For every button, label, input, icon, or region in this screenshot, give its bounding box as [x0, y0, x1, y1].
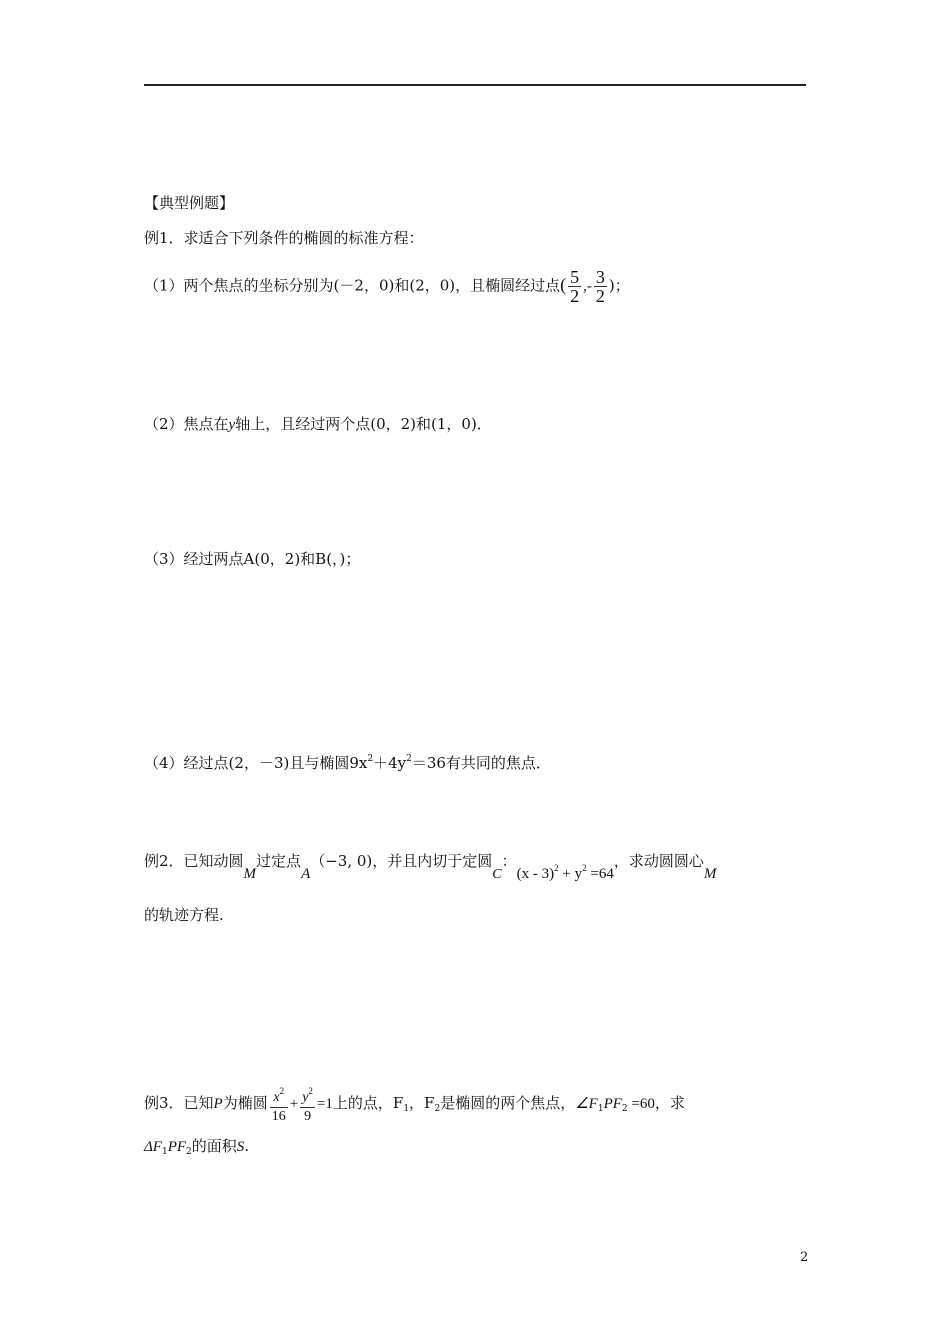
- part-4-mid: ＋4y: [373, 754, 407, 772]
- example-2-line-1: [144, 846, 717, 882]
- fraction-x2-16: [270, 1082, 288, 1126]
- subscript: 1: [597, 1104, 604, 1114]
- section-heading: 【典型例题】: [144, 194, 235, 212]
- angle-value: =60: [627, 1096, 655, 1112]
- part-2-pre: （2）焦点在: [144, 415, 229, 433]
- var-PF: PF: [603, 1096, 622, 1112]
- eq-lhs: (x - 3): [516, 866, 555, 882]
- example-1-part-1: [144, 268, 630, 305]
- var-x: x: [273, 1090, 280, 1105]
- ex3-t4: 是椭圆的两个焦点，: [440, 1094, 576, 1112]
- var-A: A: [301, 866, 311, 882]
- equals-one: =1: [316, 1096, 333, 1112]
- plus-sign: +: [289, 1096, 299, 1112]
- part-1-text: （1）两个焦点的坐标分别为(－2，0)和(2，0)，且椭圆经过点: [144, 276, 561, 295]
- fraction-denominator: 2: [570, 286, 580, 306]
- ex2-t3: ，求动圆圆心: [613, 852, 704, 870]
- header-rule: [144, 84, 806, 86]
- var-S: S: [236, 1139, 245, 1155]
- subscript: 1: [161, 1147, 168, 1157]
- var-C: C: [492, 867, 502, 882]
- fraction-denominator: 9: [304, 1109, 312, 1124]
- example-1-part-4: [144, 749, 551, 773]
- eq-rhs: =64: [586, 866, 614, 882]
- separator: ,-: [583, 278, 592, 295]
- superscript: 2: [279, 1086, 285, 1096]
- fraction-3-2: [594, 268, 607, 305]
- superscript: 2: [367, 754, 374, 764]
- ex2-pre: 例2．已知动圆: [144, 852, 244, 870]
- paren-open: (: [560, 274, 567, 295]
- var-M: M: [243, 866, 257, 882]
- example-3-line-2: [144, 1136, 249, 1162]
- example-1-part-2: [144, 414, 492, 435]
- superscript: 2: [582, 863, 587, 873]
- example-1-part-3: （3）经过两点A(0，2)和B(，)；: [144, 550, 361, 568]
- fraction-y2-9: [300, 1082, 315, 1126]
- example-2-line-2: 的轨迹方程.: [144, 906, 224, 924]
- fraction-numerator: 3: [595, 267, 605, 287]
- fraction-numerator: [300, 1082, 315, 1108]
- ex3-pre: 例3．已知: [144, 1094, 214, 1112]
- ex3-t3: ，F: [409, 1094, 435, 1112]
- eq-plus: + y: [558, 866, 583, 882]
- superscript: 2: [554, 863, 559, 873]
- subscript: 2: [434, 1104, 441, 1114]
- fraction-5-2: [568, 268, 581, 305]
- ex3-t5: ，求: [654, 1094, 685, 1112]
- var-M: M: [703, 866, 717, 882]
- ex3-t1: 为椭圆: [222, 1094, 268, 1112]
- subscript: 2: [621, 1104, 628, 1114]
- ex3-t7: .: [244, 1137, 250, 1155]
- fraction-numerator: 5: [570, 267, 580, 287]
- example-3-line-1: [144, 1082, 685, 1126]
- fraction-denominator: 2: [595, 286, 605, 306]
- page-number: 2: [800, 1250, 809, 1265]
- subscript: 2: [186, 1147, 192, 1157]
- fraction-numerator: [270, 1082, 288, 1108]
- ex2-colon: ：: [501, 852, 517, 870]
- superscript: 2: [308, 1086, 313, 1096]
- var-y: y: [302, 1090, 309, 1105]
- circle-equation: [517, 858, 614, 884]
- ex2-t1: 过定点: [256, 852, 302, 870]
- fraction-denominator: 16: [271, 1109, 286, 1124]
- var-P: P: [213, 1096, 223, 1112]
- superscript: 2: [406, 754, 412, 764]
- paren-close: )；: [608, 276, 630, 295]
- part-4-post: ＝36有共同的焦点．: [411, 754, 551, 772]
- var-PF: PF: [167, 1139, 187, 1155]
- ex3-t2: 上的点，F: [332, 1094, 404, 1112]
- ex3-t6: 的面积: [191, 1137, 237, 1155]
- var-y: y: [228, 417, 236, 433]
- ex2-t2: （−3, 0)，并且内切于定圆: [310, 852, 493, 870]
- angle-symbol: ∠F: [575, 1096, 598, 1112]
- triangle-symbol: ΔF: [144, 1139, 162, 1155]
- part-4-pre: （4）经过点(2，－3)且与椭圆9x: [144, 754, 368, 772]
- part-2-post: 轴上，且经过两个点(0，2)和(1，0)．: [235, 415, 492, 433]
- subscript: 1: [403, 1104, 410, 1114]
- example-1-intro: 例1．求适合下列条件的椭圆的标准方程：: [144, 229, 424, 247]
